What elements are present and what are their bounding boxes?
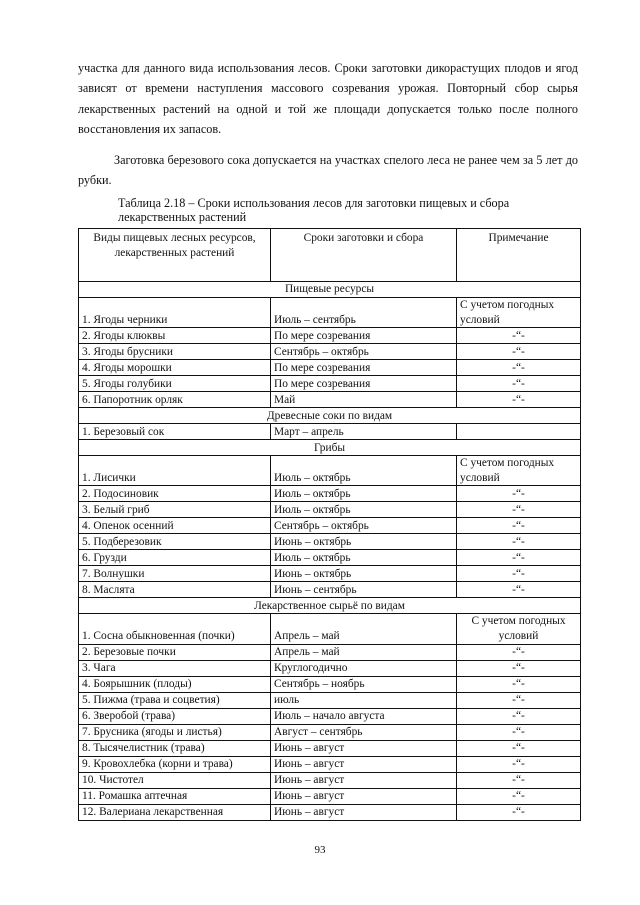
table-row — [79, 376, 581, 392]
harvest-period-cell: Апрель – май — [271, 614, 457, 644]
header-resource-type: Виды пищевых лесных ресурсов, лекарственных растений — [79, 229, 271, 282]
harvest-period-cell: Июнь – сентябрь — [271, 582, 457, 598]
table-row — [79, 772, 581, 788]
resource-name-cell: 2. Подосиновик — [79, 486, 271, 502]
resource-name-cell: 4. Боярышник (плоды) — [79, 676, 271, 692]
note-cell: С учетом погодных условий — [457, 298, 581, 328]
harvest-terms-table — [78, 228, 581, 821]
note-cell: -“- — [457, 692, 581, 708]
resource-name-cell: 4. Опенок осенний — [79, 518, 271, 534]
table-row — [79, 756, 581, 772]
note-cell: -“- — [457, 708, 581, 724]
harvest-period-cell: Июль – начало августа — [271, 708, 457, 724]
note-cell: -“- — [457, 772, 581, 788]
note-cell: С учетом погодных условий — [457, 614, 581, 644]
harvest-period-cell: По мере созревания — [271, 360, 457, 376]
harvest-period-cell: Сентябрь – октябрь — [271, 344, 457, 360]
body-paragraph-1: участка для данного вида использования лесов. Сроки заготовки дикорастущих плодов и ягод зависят от времени наступления массового созревания урожая. Повторный сбор сырья лекарственных растений на одной и той же площади допускается только после полного восстановления их запасов. — [78, 61, 578, 137]
table-row — [79, 392, 581, 408]
resource-name-cell: 5. Пижма (трава и соцветия) — [79, 692, 271, 708]
table-row — [79, 566, 581, 582]
table-row — [79, 708, 581, 724]
harvest-period-cell: Июнь – август — [271, 788, 457, 804]
harvest-period-cell: Март – апрель — [271, 424, 457, 440]
header-harvest-period: Сроки заготовки и сбора — [271, 229, 457, 282]
section-title: Грибы — [79, 440, 581, 456]
section-row — [79, 282, 581, 298]
resource-name-cell: 10. Чистотел — [79, 772, 271, 788]
note-cell: -“- — [457, 804, 581, 820]
resource-name-cell: 9. Кровохлебка (корни и трава) — [79, 756, 271, 772]
resource-name-cell: 2. Березовые почки — [79, 644, 271, 660]
resource-name-cell: 8. Тысячелистник (трава) — [79, 740, 271, 756]
note-cell: -“- — [457, 392, 581, 408]
harvest-period-cell: Июнь – октябрь — [271, 534, 457, 550]
table-row — [79, 804, 581, 820]
harvest-period-cell: Июнь – август — [271, 756, 457, 772]
resource-name-cell: 1. Березовый сок — [79, 424, 271, 440]
table-row — [79, 550, 581, 566]
harvest-period-cell: Июнь – август — [271, 804, 457, 820]
resource-name-cell: 6. Грузди — [79, 550, 271, 566]
table-row — [79, 692, 581, 708]
note-cell: -“- — [457, 566, 581, 582]
harvest-period-cell: Сентябрь – октябрь — [271, 518, 457, 534]
table-row — [79, 502, 581, 518]
harvest-period-cell: Июнь – август — [271, 740, 457, 756]
resource-name-cell: 6. Зверобой (трава) — [79, 708, 271, 724]
section-title: Пищевые ресурсы — [79, 282, 581, 298]
harvest-period-cell: Апрель – май — [271, 644, 457, 660]
harvest-terms-table-container — [78, 228, 580, 821]
table-row — [79, 456, 581, 486]
resource-name-cell: 6. Папоротник орляк — [79, 392, 271, 408]
table-row — [79, 644, 581, 660]
table-row — [79, 534, 581, 550]
table-body — [79, 282, 581, 821]
table-row — [79, 518, 581, 534]
harvest-period-cell: Июль – октябрь — [271, 550, 457, 566]
table-header-row — [79, 229, 581, 282]
section-row — [79, 598, 581, 614]
note-cell: -“- — [457, 518, 581, 534]
table-row — [79, 740, 581, 756]
table-row — [79, 486, 581, 502]
note-cell: -“- — [457, 344, 581, 360]
header-note: Примечание — [457, 229, 581, 282]
note-cell: -“- — [457, 582, 581, 598]
note-cell: -“- — [457, 360, 581, 376]
note-cell: -“- — [457, 486, 581, 502]
resource-name-cell: 4. Ягоды морошки — [79, 360, 271, 376]
section-row — [79, 408, 581, 424]
table-row — [79, 360, 581, 376]
harvest-period-cell: Июнь – октябрь — [271, 566, 457, 582]
harvest-period-cell: июль — [271, 692, 457, 708]
section-title: Лекарственное сырьё по видам — [79, 598, 581, 614]
harvest-period-cell: Июль – октябрь — [271, 456, 457, 486]
resource-name-cell: 12. Валериана лекарственная — [79, 804, 271, 820]
resource-name-cell: 7. Волнушки — [79, 566, 271, 582]
section-row — [79, 440, 581, 456]
harvest-period-cell: Круглогодично — [271, 660, 457, 676]
resource-name-cell: 2. Ягоды клюквы — [79, 328, 271, 344]
harvest-period-cell: Август – сентябрь — [271, 724, 457, 740]
note-cell: -“- — [457, 502, 581, 518]
harvest-period-cell: Июль – октябрь — [271, 502, 457, 518]
note-cell: -“- — [457, 788, 581, 804]
table-row — [79, 660, 581, 676]
note-cell: -“- — [457, 724, 581, 740]
table-row — [79, 788, 581, 804]
note-cell: -“- — [457, 328, 581, 344]
note-cell: -“- — [457, 644, 581, 660]
table-caption: Таблица 2.18 – Сроки использования лесов для заготовки пищевых и сбора лекарственных растений — [118, 196, 510, 224]
harvest-period-cell: Май — [271, 392, 457, 408]
note-cell: -“- — [457, 740, 581, 756]
resource-name-cell: 1. Лисички — [79, 456, 271, 486]
section-title: Древесные соки по видам — [79, 408, 581, 424]
harvest-period-cell: По мере созревания — [271, 328, 457, 344]
table-row — [79, 614, 581, 644]
table-row — [79, 424, 581, 440]
note-cell: -“- — [457, 534, 581, 550]
harvest-period-cell: Июль – сентябрь — [271, 298, 457, 328]
body-paragraph-2: Заготовка березового сока допускается на участках спелого леса не ранее чем за 5 лет до рубки. — [78, 153, 578, 188]
resource-name-cell: 1. Сосна обыкновенная (почки) — [79, 614, 271, 644]
note-cell: -“- — [457, 676, 581, 692]
resource-name-cell: 1. Ягоды черники — [79, 298, 271, 328]
note-cell: -“- — [457, 376, 581, 392]
note-cell: -“- — [457, 550, 581, 566]
harvest-period-cell: Июль – октябрь — [271, 486, 457, 502]
note-cell: -“- — [457, 660, 581, 676]
resource-name-cell: 5. Ягоды голубики — [79, 376, 271, 392]
resource-name-cell: 7. Брусника (ягоды и листья) — [79, 724, 271, 740]
table-row — [79, 328, 581, 344]
harvest-period-cell: Июнь – август — [271, 772, 457, 788]
note-cell — [457, 424, 581, 440]
resource-name-cell: 3. Белый гриб — [79, 502, 271, 518]
table-row — [79, 344, 581, 360]
note-cell: С учетом погодных условий — [457, 456, 581, 486]
resource-name-cell: 8. Маслята — [79, 582, 271, 598]
resource-name-cell: 3. Ягоды брусники — [79, 344, 271, 360]
table-row — [79, 676, 581, 692]
harvest-period-cell: Сентябрь – ноябрь — [271, 676, 457, 692]
note-cell: -“- — [457, 756, 581, 772]
table-row — [79, 582, 581, 598]
harvest-period-cell: По мере созревания — [271, 376, 457, 392]
page-number: 93 — [314, 844, 326, 856]
resource-name-cell: 3. Чага — [79, 660, 271, 676]
table-row — [79, 298, 581, 328]
resource-name-cell: 11. Ромашка аптечная — [79, 788, 271, 804]
resource-name-cell: 5. Подберезовик — [79, 534, 271, 550]
table-row — [79, 724, 581, 740]
